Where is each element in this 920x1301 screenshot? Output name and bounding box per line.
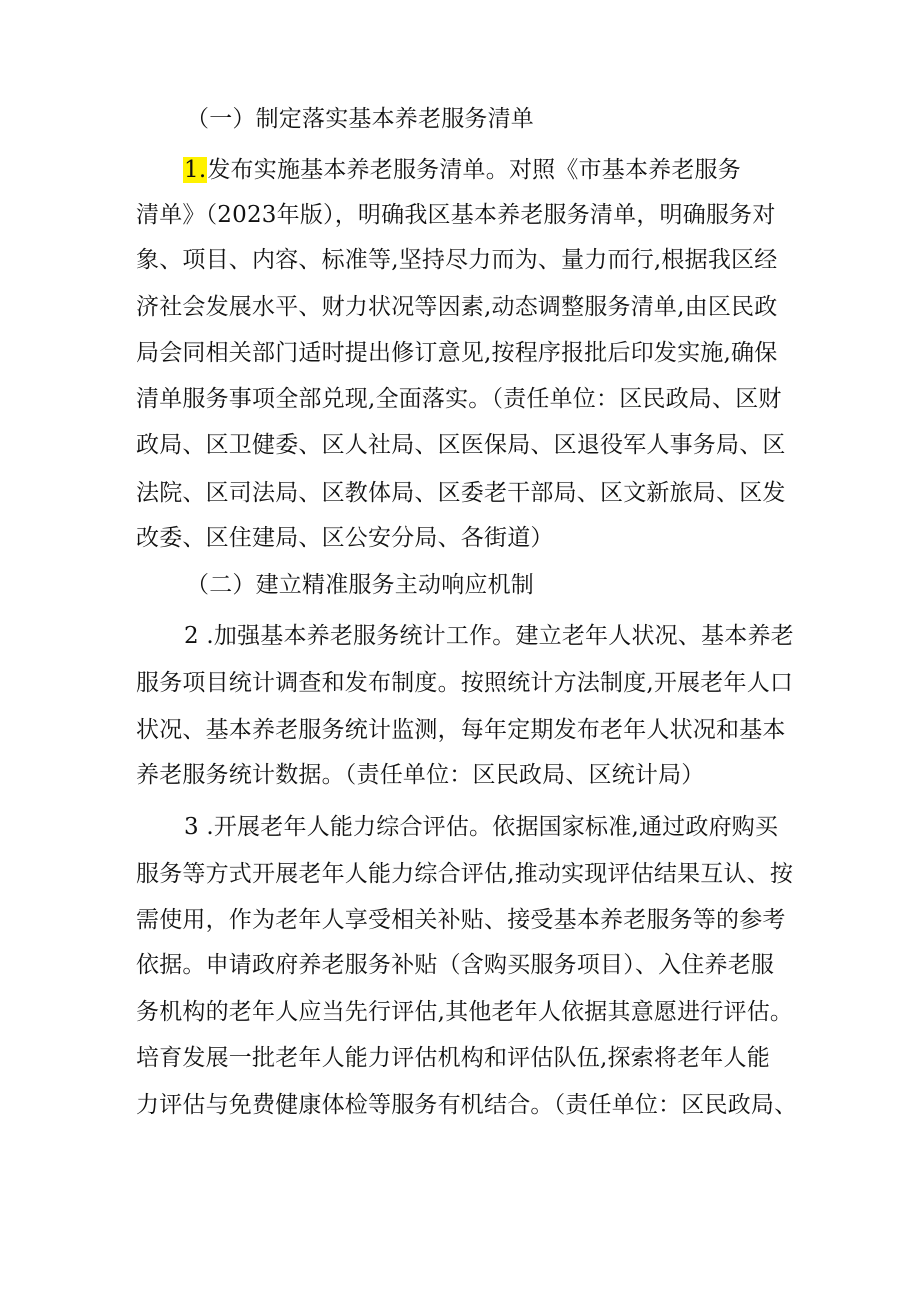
item-1-line-6: 清单服务事项全部兑现,全面落实。（责任单位：区民政局、区财	[136, 386, 782, 412]
section-2-heading: （二）建立精准服务主动响应机制	[186, 572, 534, 598]
item-1-line-9: 改委、区住建局、区公安分局、各街道）	[136, 525, 554, 551]
item-3-line-3: 需使用，作为老年人享受相关补贴、接受基本养老服务等的参考	[136, 907, 786, 933]
item-1-line-4: 济社会发展水平、财力状况等因素,动态调整服务清单,由区民政	[136, 294, 778, 320]
item-1-line-2: 清单》（2023年版），明确我区基本养老服务清单，明确服务对	[136, 202, 776, 228]
item-3-line-6: 培育发展一批老年人能力评估机构和评估队伍,探索将老年人能	[136, 1045, 770, 1071]
item-1-line-8: 法院、区司法局、区教体局、区委老干部局、区文新旅局、区发	[136, 480, 786, 506]
item-1-number-highlight: 1.	[184, 157, 207, 183]
item-1-line-3: 象、项目、内容、标准等,坚持尽力而为、量力而行,根据我区经	[136, 247, 778, 273]
item-2-line-4: 养老服务统计数据。（责任单位：区民政局、区统计局）	[136, 762, 705, 788]
item-1-line-1-text: 发布实施基本养老服务清单。对照《市基本养老服务	[207, 157, 741, 183]
item-1-line-7: 政局、区卫健委、区人社局、区医保局、区退役军人事务局、区	[136, 432, 786, 458]
item-3-line-7: 力评估与免费健康体检等服务有机结合。（责任单位：区民政局、	[136, 1092, 798, 1118]
section-1-heading: （一）制定落实基本养老服务清单	[186, 106, 534, 132]
item-1-line-5: 局会同相关部门适时提出修订意见,按程序报批后印发实施,确保	[136, 340, 778, 366]
item-1-first-line	[183, 154, 741, 186]
item-2-line-3: 状况、基本养老服务统计监测，每年定期发布老年人状况和基本	[136, 717, 786, 743]
item-3-line-4: 依据。申请政府养老服务补贴（含购买服务项目）、入住养老服	[136, 952, 775, 978]
item-2-line-2: 服务项目统计调查和发布制度。按照统计方法制度,开展老年人口	[136, 670, 794, 696]
item-3-line-5: 务机构的老年人应当先行评估,其他老年人依据其意愿进行评估。	[136, 999, 794, 1025]
item-2-line-1: 2 .加强基本养老服务统计工作。建立老年人状况、基本养老	[184, 623, 794, 649]
item-3-line-1: 3 .开展老年人能力综合评估。依据国家标准,通过政府购买	[184, 814, 779, 840]
item-3-line-2: 服务等方式开展老年人能力综合评估,推动实现评估结果互认、按	[136, 861, 794, 887]
